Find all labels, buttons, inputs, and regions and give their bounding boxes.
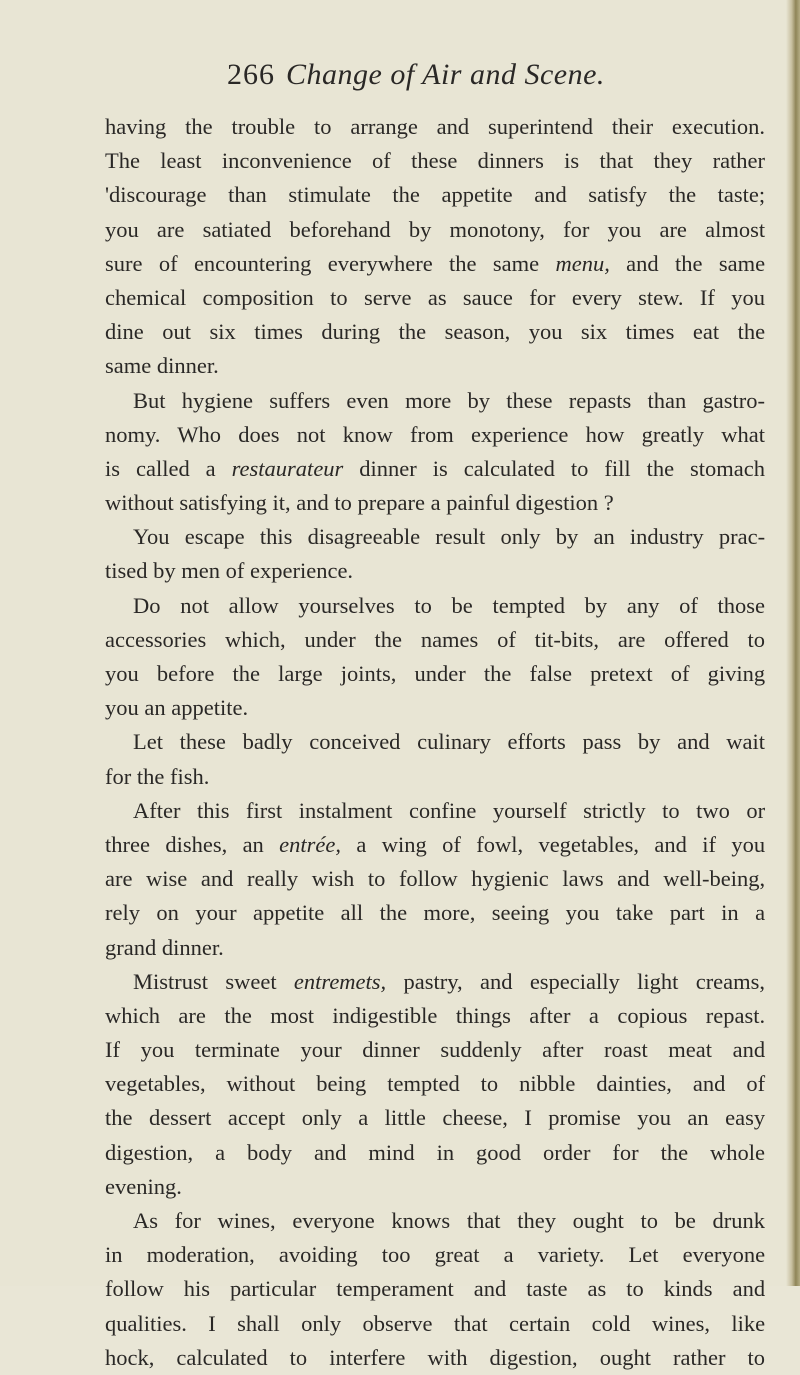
text-line: If you terminate your dinner suddenly after roast meat and — [105, 1037, 766, 1063]
text-line: follow his particular temperament and taste as to kinds and — [105, 1276, 766, 1302]
text-line: You escape this disagreeable result only by an industry prac- — [133, 524, 766, 550]
page-number: 266 — [227, 58, 275, 91]
text-line: three dishes, an entrée, a wing of fowl, vegetables, and if you — [105, 831, 766, 857]
text-line: evening. — [105, 1173, 182, 1199]
text-line: are wise and really wish to follow hygienic laws and well-being, — [105, 866, 766, 892]
text-line: in moderation, avoiding too great a variety. Let everyone — [105, 1242, 766, 1268]
text-line: dine out six times during the season, you six times eat the — [105, 319, 766, 345]
text-line: tised by men of experience. — [105, 558, 354, 584]
text-line: 'discourage than stimulate the appetite and satisfy the taste; — [105, 182, 766, 208]
text-line: you an appetite. — [105, 695, 249, 721]
body-text — [105, 110, 765, 1375]
text-line: Do not allow yourselves to be tempted by any of those — [133, 592, 766, 618]
text-line: having the trouble to arrange and superintend their execution. — [105, 114, 766, 139]
text-line: which are the most indigestible things after a copious repast. — [105, 1002, 766, 1028]
text-line: But hygiene suffers even more by these repasts than gastro- — [133, 387, 765, 413]
text-line: without satisfying it, and to prepare a painful digestion ? — [105, 490, 614, 516]
text-line: is called a restaurateur dinner is calculated to fill the stomach — [105, 455, 766, 481]
text-line: rely on your appetite all the more, seeing you take part in a — [105, 900, 766, 926]
running-head: Change of Air and Scene. — [286, 58, 605, 91]
text-line: qualities. I shall only observe that certain cold wines, like — [105, 1310, 766, 1336]
text-line: you before the large joints, under the false pretext of giving — [105, 661, 766, 686]
text-line: for the fish. — [105, 763, 210, 789]
text-line: hock, calculated to interfere with digestion, ought rather to — [105, 1344, 766, 1370]
text-line: sure of encountering everywhere the same menu, and the same — [105, 250, 766, 276]
text-line: nomy. Who does not know from experience how greatly what — [105, 421, 766, 447]
text-line: digestion, a body and mind in good order for the whole — [105, 1139, 766, 1165]
text-line: Let these badly conceived culinary efforts pass by and wait — [133, 729, 766, 755]
text-line: grand dinner. — [105, 934, 224, 960]
text-line: After this first instalment confine yourself strictly to two or — [133, 797, 766, 823]
text-line: chemical composition to serve as sauce for every stew. If you — [105, 284, 765, 310]
text-line: you are satiated beforehand by monotony, for you are almost — [105, 216, 766, 242]
text-line: As for wines, everyone knows that they ought to be drunk — [133, 1208, 766, 1233]
text-line: the dessert accept only a little cheese, I promise you an easy — [105, 1105, 766, 1131]
text-line: Mistrust sweet entremets, pastry, and especially light creams, — [133, 968, 766, 994]
page-edge — [786, 0, 800, 1286]
page-header — [0, 58, 800, 98]
text-line: accessories which, under the names of tit-bits, are offered to — [105, 626, 766, 652]
text-line: The least inconvenience of these dinners is that they rather — [105, 148, 766, 174]
text-line: vegetables, without being tempted to nibble dainties, and of — [105, 1071, 766, 1097]
text-line: same dinner. — [105, 353, 219, 379]
